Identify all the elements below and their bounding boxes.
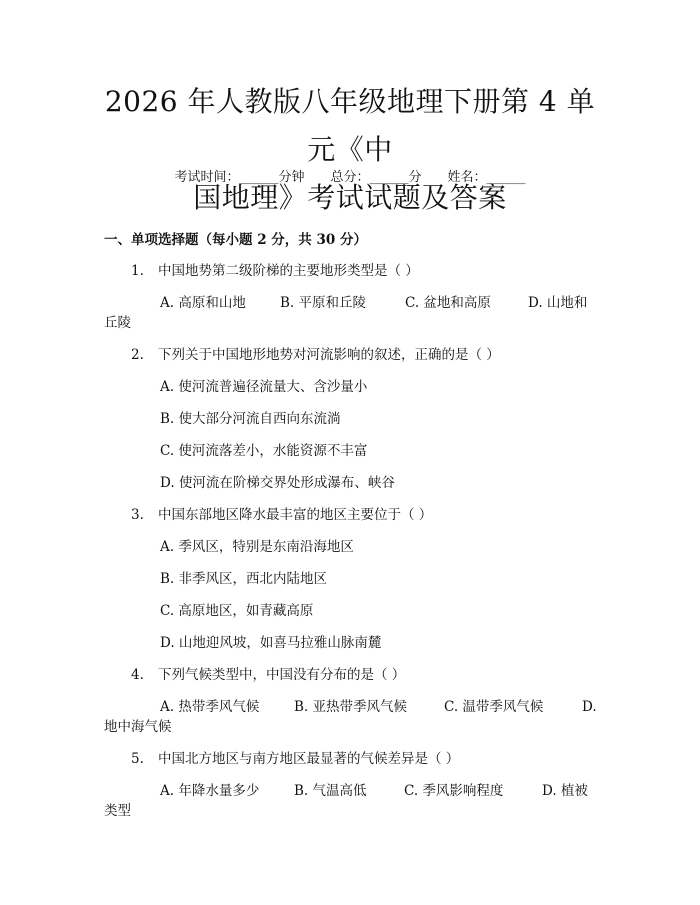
question-text: 下列气候类型中，中国没有分布的是（ ） bbox=[158, 667, 406, 683]
option-b: B. 非季风区，西北内陆地区 bbox=[160, 571, 328, 587]
option-d-continued: 类型 bbox=[104, 803, 131, 819]
option-d: D. 使河流在阶梯交界处形成瀑布、峡谷 bbox=[160, 475, 395, 491]
title-line-2: 国地理》考试试题及答案 bbox=[193, 181, 507, 214]
question-5 bbox=[131, 749, 459, 769]
question-4 bbox=[131, 665, 405, 685]
question-text: 中国东部地区降水最丰富的地区主要位于（ ） bbox=[158, 507, 433, 523]
exam-info bbox=[0, 168, 700, 188]
exam-time: 考试时间：______分钟 bbox=[174, 170, 305, 185]
question-text: 中国北方地区与南方地区最显著的气候差异是（ ） bbox=[158, 751, 460, 767]
option-d: D. 山地和 bbox=[528, 295, 588, 311]
student-name: 姓名：______ bbox=[447, 170, 526, 185]
question-number: 2. bbox=[131, 347, 144, 363]
option-b: B. 气温高低 bbox=[294, 783, 367, 799]
page-title bbox=[100, 78, 600, 222]
question-text: 下列关于中国地形地势对河流影响的叙述，正确的是（ ） bbox=[158, 347, 500, 363]
option-b: B. 使大部分河流自西向东流淌 bbox=[160, 411, 341, 427]
option-c: C. 使河流落差小，水能资源不丰富 bbox=[160, 443, 368, 459]
option-d: D. bbox=[582, 699, 597, 715]
question-number: 3. bbox=[131, 507, 144, 523]
option-a: A. 季风区，特别是东南沿海地区 bbox=[160, 539, 354, 555]
option-d: D. 山地迎风坡，如喜马拉雅山脉南麓 bbox=[160, 635, 382, 651]
option-a: A. 年降水量多少 bbox=[160, 783, 260, 799]
title-line-1: 2026 年人教版八年级地理下册第 4 单元《中 bbox=[104, 85, 596, 166]
question-3 bbox=[131, 505, 432, 525]
option-b: B. 亚热带季风气候 bbox=[294, 699, 408, 715]
option-c: C. 盆地和高原 bbox=[405, 295, 491, 311]
option-b: B. 平原和丘陵 bbox=[280, 295, 367, 311]
option-c: C. 温带季风气候 bbox=[444, 699, 544, 715]
question-number: 4. bbox=[131, 667, 144, 683]
option-a: A. 热带季风气候 bbox=[160, 699, 260, 715]
option-c: C. 高原地区，如青藏高原 bbox=[160, 603, 314, 619]
option-d: D. 植被 bbox=[542, 783, 588, 799]
option-d-continued: 丘陵 bbox=[104, 315, 131, 331]
option-d-continued: 地中海气候 bbox=[104, 719, 172, 735]
option-a: A. 高原和山地 bbox=[160, 295, 246, 311]
question-1 bbox=[131, 261, 419, 281]
section-heading: 一、单项选择题（每小题 2 分，共 30 分） bbox=[104, 232, 367, 248]
option-a: A. 使河流普遍径流量大、含沙量小 bbox=[160, 379, 368, 395]
question-number: 5. bbox=[131, 751, 144, 767]
option-c: C. 季风影响程度 bbox=[404, 783, 504, 799]
question-number: 1. bbox=[131, 263, 144, 279]
question-text: 中国地势第二级阶梯的主要地形类型是（ ） bbox=[158, 263, 419, 279]
total-score: 总分：______分 bbox=[330, 170, 422, 185]
question-2 bbox=[131, 345, 500, 365]
